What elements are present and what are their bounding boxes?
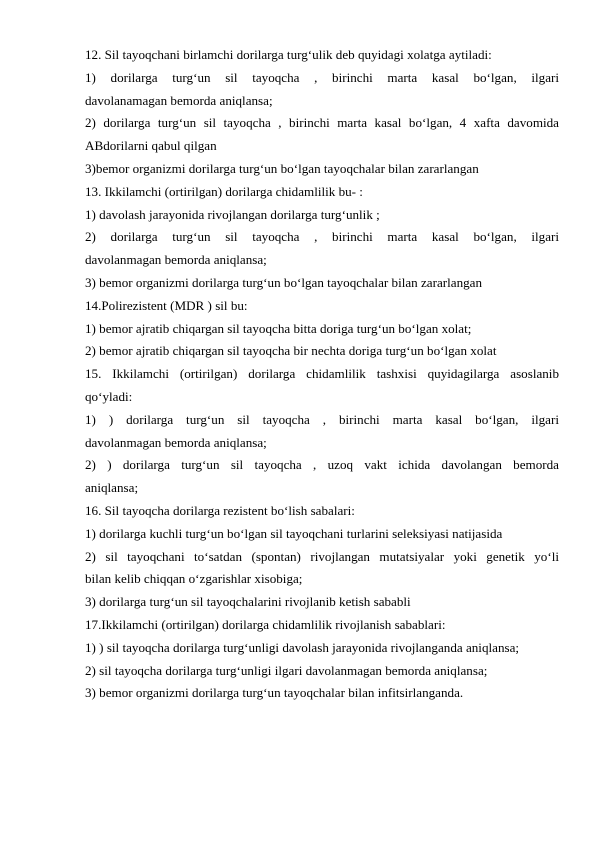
text-line: 3) dorilarga turg‘un sil tayoqchalarini rivojlanib ketish sababli	[85, 594, 411, 610]
text-line: 15. Ikkilamchi (ortirilgan) dorilarga chidamlilik tashxisi quyidagilarga asoslanib	[85, 366, 559, 382]
text-line: 1) davolash jarayonida rivojlangan dorilarga turg‘unlik ;	[85, 206, 380, 222]
text-line: 2) sil tayoqcha dorilarga turg‘unligi ilgari davolanmagan bemorda aniqlansa;	[85, 662, 488, 678]
text-line: davolanmagan bemorda aniqlansa;	[85, 252, 267, 268]
text-line: ABdorilarni qabul qilgan	[85, 138, 217, 154]
text-line: 2) sil tayoqchani to‘satdan (spontan) rivojlangan mutatsiyalar yoki genetik yo‘li	[85, 548, 559, 564]
text-line: 2) dorilarga turg‘un sil tayoqcha , birinchi marta kasal bo‘lgan, 4 xafta davomida	[85, 115, 559, 131]
text-line: 1) dorilarga turg‘un sil tayoqcha , birinchi marta kasal bo‘lgan, ilgari	[85, 69, 559, 85]
text-line: aniqlansa;	[85, 480, 139, 496]
text-line: qo‘yladi:	[85, 388, 133, 404]
text-line: 16. Sil tayoqcha dorilarga rezistent bo‘lish sabalari:	[85, 502, 355, 518]
text-line: davolanamagan bemorda aniqlansa;	[85, 92, 273, 108]
text-line: 12. Sil tayoqchani birlamchi dorilarga turg‘ulik deb quyidagi xolatga aytiladi:	[85, 47, 492, 62]
text-line: 1) dorilarga kuchli turg‘un bo‘lgan sil tayoqchani turlarini seleksiyasi natijasida	[85, 525, 503, 541]
text-line: bilan kelib chiqqan o‘zgarishlar xisobiga;	[85, 571, 303, 587]
text-line: 2) ) dorilarga turg‘un sil tayoqcha , uzoq vakt ichida davolangan bemorda	[85, 457, 559, 473]
text-line: davolanmagan bemorda aniqlansa;	[85, 434, 267, 450]
text-line: 1) bemor ajratib chiqargan sil tayoqcha bitta doriga turg‘un bo‘lgan xolat;	[85, 320, 472, 336]
text-line: 2) bemor ajratib chiqargan sil tayoqcha bir nechta doriga turg‘un bo‘lgan xolat	[85, 343, 497, 359]
text-line: 1) ) dorilarga turg‘un sil tayoqcha , birinchi marta kasal bo‘lgan, ilgari	[85, 411, 559, 427]
text-line: 17.Ikkilamchi (ortirilgan) dorilarga chidamlilik rivojlanish sabablari:	[85, 616, 446, 632]
text-line: 3) bemor organizmi dorilarga turg‘un bo‘lgan tayoqchalar bilan zararlangan	[85, 274, 483, 290]
text-line: 3)bemor organizmi dorilarga turg‘un bo‘lgan tayoqchalar bilan zararlangan	[85, 160, 479, 176]
text-line: 2) dorilarga turg‘un sil tayoqcha , birinchi marta kasal bo‘lgan, ilgari	[85, 229, 559, 245]
text-line: 13. Ikkilamchi (ortirilgan) dorilarga chidamlilik bu- :	[85, 183, 363, 199]
document-page	[85, 44, 559, 705]
text-line: 3) bemor organizmi dorilarga turg‘un tayoqchalar bilan infitsirlanganda.	[85, 685, 464, 701]
text-line: 1) ) sil tayoqcha dorilarga turg‘unligi davolash jarayonida rivojlanganda aniqlansa;	[85, 639, 520, 655]
text-line: 14.Polirezistent (MDR ) sil bu:	[85, 297, 248, 313]
